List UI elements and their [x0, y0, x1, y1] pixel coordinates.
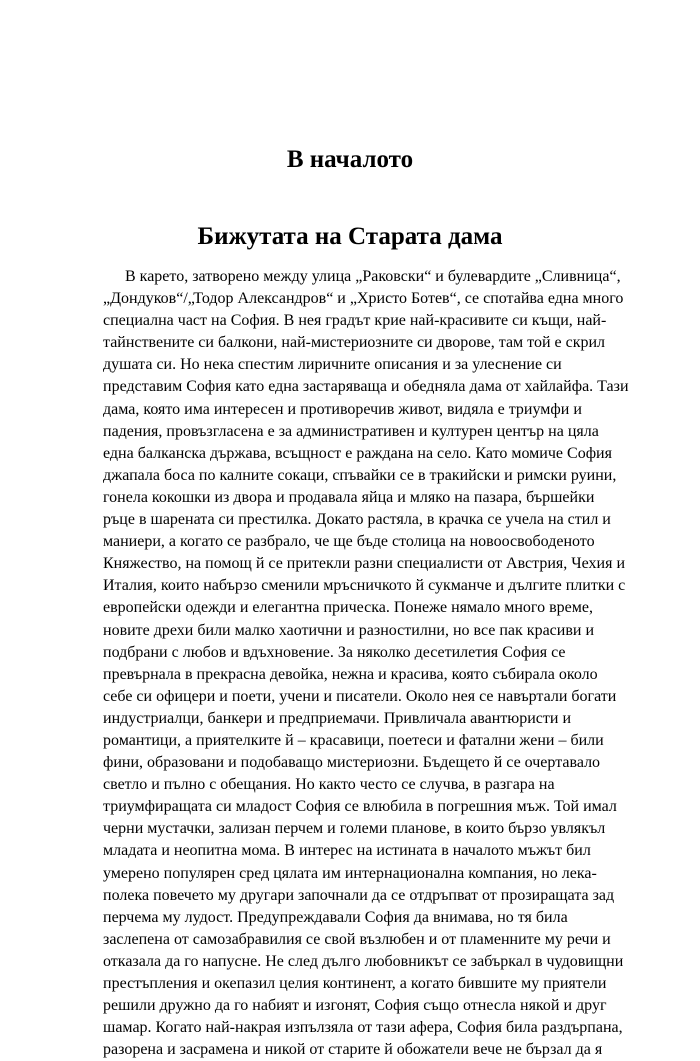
paragraph-line: решили дружно да го набият и изгонят, София също отнесла някой и друг [103, 997, 607, 1015]
paragraph-line: умерено популярен сред цялата им интернационална компания, но лека- [103, 864, 597, 882]
paragraph-line: младата и неопитна мома. В интерес на истината в началото мъжът бил [103, 842, 591, 860]
paragraph-line: подбрани с любов и вдъхновение. За няколко десетилетия София се [103, 643, 566, 661]
paragraph-line: специална част на София. В нея градът крие най-красивите си къщи, най- [103, 312, 607, 330]
paragraph-line: разорена и засрамена и никой от старите й обожатели вече не бързал да я [103, 1041, 603, 1059]
paragraph-line: превърнала в прекрасна девойка, нежна и красива, която събирала около [103, 665, 598, 683]
paragraph-line: душата си. Но нека спестим лиричните описания и за улеснение си [103, 356, 562, 374]
paragraph-line: В карето, затворено между улица „Раковски“ и булевардите „Сливница“, [125, 268, 621, 285]
paragraph-line: триумфиращата си младост София се влюбила в погрешния мъж. Той имал [103, 798, 617, 816]
chapter-title: В началото [286, 146, 414, 173]
paragraph-line: индустриалци, банкери и предприемачи. Привличала авантюристи и [103, 709, 571, 727]
paragraph-line: Княжество, на помощ й се притекли разни специалисти от Австрия, Чехия и [103, 555, 626, 573]
body-paragraph [103, 266, 633, 1061]
paragraph-line: ръце в шарената си престилка. Докато растяла, в крачка се учела на стил и [103, 511, 611, 529]
paragraph-line: престъпления и окепазил целия континент, а когато бившите му приятели [103, 975, 607, 992]
paragraph-line: „Дондуков“/„Тодор Александров“ и „Христо Ботев“, се спотайва една много [103, 290, 624, 308]
section-title: Бижутата на Старата дама [197, 223, 503, 250]
paragraph-line: дама, която има интересен и противоречив живот, видяла е триумфи и [103, 400, 582, 418]
paragraph-line: себе си офицери и поети, учени и писатели. Около нея се навъртали богати [103, 687, 617, 705]
paragraph-line: светло и пълно с обещания. Но както често се случва, в разгара на [103, 776, 555, 794]
paragraph-line: фини, образовани и подобаващо мистериозни. Бъдещето й се очертавало [103, 754, 601, 772]
paragraph-line: гонела кокошки из двора и продавала яйца и мляко на пазара, бършейки [103, 488, 595, 506]
paragraph-line: отказала да го напусне. Не след дълго любовникът се забъркал в чудовищни [103, 952, 624, 970]
paragraph-line: джапала боса по калните сокаци, спъвайки се в тракийски и римски руини, [103, 466, 617, 484]
paragraph-line: една балканска държава, всъщност е раждана на село. Като момиче София [103, 444, 612, 462]
paragraph-line: перчема му лудост. Предупреждавали София да внимава, но тя била [103, 908, 568, 926]
paragraph-line: маниери, а когато се разбрало, че ще бъде столица на новоосвободеното [103, 533, 595, 551]
paragraph-line: Италия, които набързо сменили мръсничкото й сукманче и дългите плитки с [103, 577, 626, 595]
paragraph-line: романтици, а приятелките й – красавици, поетеси и фатални жени – били [103, 731, 604, 749]
paragraph-line: черни мустачки, зализан перчем и големи планове, в които бързо увлякъл [103, 820, 606, 838]
paragraph-line: новите дрехи били малко хаотични и разностилни, но все пак красиви и [103, 621, 595, 639]
paragraph-line: представим София като една застаряваща и обедняла дама от хайлайфа. Тази [103, 378, 629, 396]
paragraph-line: шамар. Когато най-накрая изпълзяла от тази афера, София била раздърпана, [103, 1019, 623, 1037]
paragraph-line: падения, провъзгласена е за административен и културен център на цяла [103, 422, 599, 440]
paragraph-line: полека повечето му другари започнали да се отдръпват от прозиращата зад [103, 886, 615, 904]
paragraph-line: заслепена от самозабравилия се свой възлюбен и от пламенните му речи и [103, 930, 611, 948]
paragraph-line: тайнствените си балкони, най-мистериозните си дворове, там той е скрил [103, 334, 606, 352]
paragraph-line: европейски одежди и елегантна прическа. Понеже нямало много време, [103, 599, 593, 617]
